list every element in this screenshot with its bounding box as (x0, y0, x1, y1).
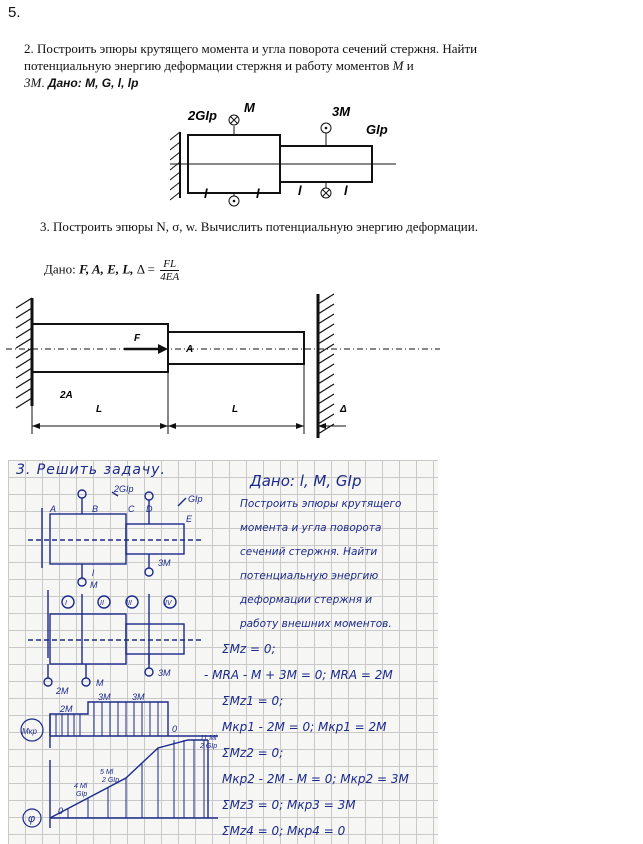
pt-b: B (92, 504, 99, 514)
pt-d: D (146, 504, 153, 514)
task2-var-m: M (392, 58, 404, 73)
hw-glp: GIp (188, 494, 203, 504)
axial-bar-figure (0, 292, 450, 442)
task2-text: 2. Построить эпюры крутящего момента и угла поворота сечений стержня. Найти потенциальную энергию деформации стержня и работу моментов M и 3M. Дано: M, G, l, lp (24, 41, 478, 90)
hw-zero-mkr: 0 (172, 724, 178, 734)
pt-a: A (50, 504, 57, 514)
task3-fraction: $\frac{FL}{4EA}$ (160, 258, 180, 283)
label-a: A (186, 344, 194, 355)
label-2a: 2A (60, 390, 73, 401)
label-3m: 3M (332, 104, 351, 119)
hw-frac-5-den: 2 GIp (102, 777, 120, 784)
hw-l1: l (92, 568, 94, 578)
hw-phi: φ (28, 813, 36, 825)
hw-sketch (8, 478, 240, 844)
label-l-2: l (256, 186, 260, 201)
hw-mkr: Mкр (22, 727, 37, 736)
hw-3m-c: 3M (98, 692, 111, 702)
hw-2m-a: 2M (56, 686, 69, 696)
label-glp: GIp (366, 122, 388, 137)
task2-given: Дано: M, G, l, lp (47, 76, 139, 90)
hw-3m-bottom: 3M (158, 668, 171, 678)
task3-text: 3. Построить эпюры N, σ, w. Вычислить потенциальную энергию деформации. (40, 219, 478, 234)
hw-given: Дано: l, M, GIp (250, 472, 362, 490)
roman-iii: III (126, 600, 132, 607)
task2-statement: 2. Построить эпюры крутящего момента и угла поворота сечений стержня. Найти потенциальную энергию деформации стержня и работу моментов (24, 41, 478, 73)
wall-hatch (170, 132, 180, 200)
hw-3m-d: 3M (132, 692, 145, 702)
label-l-1: L (96, 404, 103, 415)
label-l-3: l (298, 183, 302, 198)
hw-equations: ΣMz = 0; - MRA - M + 3M = 0; MRA = 2M ΣMz1 = 0; Mкр1 - 2M = 0; Mкр1 = 2M ΣMz2 = 0; Mкр2 - 2M - M = 0; Mкр2 = 3M ΣMz3 = 0; Mкр3 = 3M ΣMz4 = 0; Mкр4 = 0 (204, 642, 409, 838)
hw-zero-phi: 0 (58, 806, 64, 816)
hw-frac-4: 4 Ml (74, 783, 88, 790)
hw-frac-5: 5 Ml (100, 769, 114, 776)
label-2glp: 2GIp (188, 108, 217, 123)
roman-iv: IV (165, 600, 172, 607)
torsion-shaft-figure (170, 100, 400, 212)
hw-heading: 3. Решить задачу. (16, 462, 166, 478)
problem-number: 5. (8, 4, 21, 21)
roman-i: I (65, 600, 67, 607)
label-l-1: l (204, 186, 208, 201)
hw-2m-b: 2M (60, 704, 73, 714)
pt-e: E (186, 514, 193, 524)
right-wall-hatch (318, 294, 334, 434)
task2-var-3m: 3M (24, 75, 42, 90)
label-m: M (244, 100, 255, 115)
handwritten-solution (8, 460, 438, 844)
hw-frac-11: 11 Ml (200, 735, 217, 742)
roman-ii: II (100, 600, 104, 607)
hw-statement: Построить эпюры крутящего момента и угла поворота сечений стержня. Найти потенциальную энергию деформации стержня и работу внешних моментов. (240, 498, 402, 630)
label-l-2: L (232, 404, 239, 415)
label-l-4: l (344, 183, 348, 198)
hw-3m-top: 3M (158, 558, 171, 568)
hw-frac-2: 2 GIp (200, 743, 218, 750)
pt-c: C (128, 504, 135, 514)
label-delta: Δ (340, 404, 347, 415)
hw-m-top: M (90, 580, 98, 590)
hw-frac-4-den: GIp (76, 791, 88, 798)
hw-m-bottom: M (96, 678, 104, 688)
label-f: F (134, 333, 141, 344)
hw-2glp: 2GIp (114, 484, 134, 494)
task3-given: Дано: F, A, E, L, Δ = $\frac{FL}{4EA}$ (44, 258, 180, 283)
